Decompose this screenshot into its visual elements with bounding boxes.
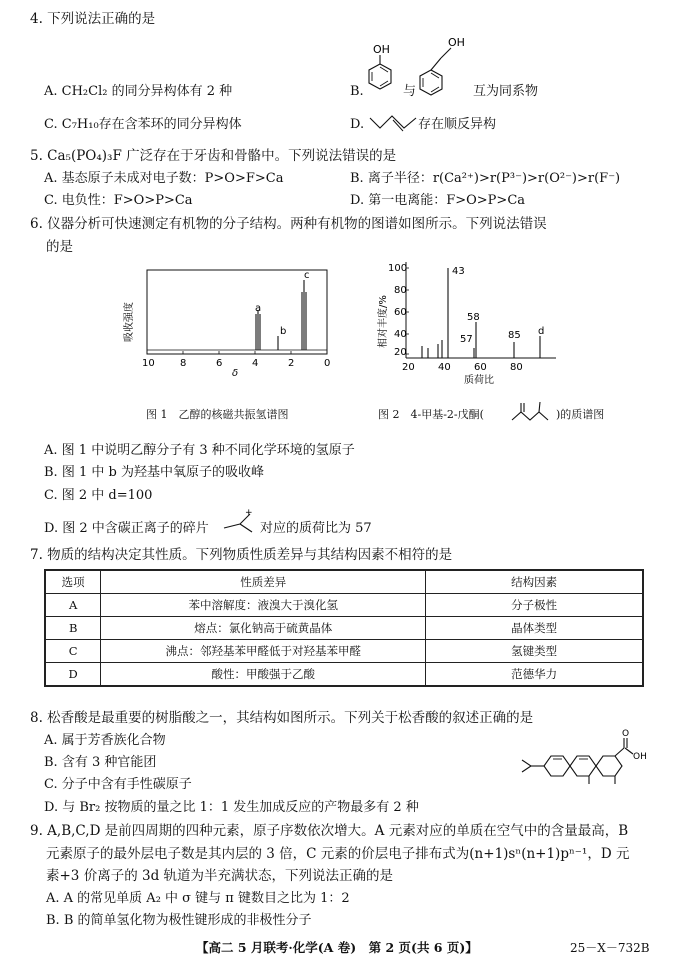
carbocation-fragment-structure	[222, 508, 256, 536]
figure2-mass-spectrum	[372, 256, 562, 386]
q8-stem: 8. 松香酸是最重要的树脂酸之一，其结构如图所示。下列关于松香酸的叙述正确的是	[30, 710, 534, 726]
q7-table	[44, 569, 644, 687]
figure2-x-tick-60: 60	[474, 362, 487, 373]
q4-option-b-and: 与	[403, 84, 417, 99]
q6-stem-line2: 的是	[46, 239, 73, 255]
figure2-y-tick-80: 80	[394, 285, 407, 296]
figure1-x-tick-8: 8	[180, 358, 187, 369]
methylpentanone-skeletal-structure	[510, 398, 558, 424]
q7-table-header-row	[45, 570, 643, 594]
figure2-caption-prefix: 图 2 4-甲基-2-戊酮(	[378, 408, 484, 421]
q7-cell-property: 熔点：氯化钠高于硫黄晶体	[101, 617, 426, 640]
q6-option-a: A. 图 1 中说明乙醇分子有 3 种不同化学环境的氢原子	[44, 443, 355, 458]
q6-option-d-suffix: 对应的质荷比为 57	[260, 521, 372, 536]
q9-line1: 9. A,B,C,D 是前四周期的四种元素，原子序数依次增大。A 元素对应的单质在空气中的含量最高，B	[30, 823, 629, 839]
ms-label-d: d	[538, 326, 545, 337]
page-footer: 【高二 5 月联考·化学(A 卷) 第 2 页(共 6 页)】	[196, 940, 478, 955]
ms-label-43: 43	[452, 266, 465, 277]
q7-stem: 7. 物质的结构决定其性质。下列物质性质差异与其结构因素不相符的是	[30, 547, 453, 563]
q4-option-d-prefix: D.	[350, 117, 365, 132]
phenol-oh-label: OH	[373, 43, 390, 56]
nmr-peak-label-c: c	[304, 270, 310, 281]
abietic-acid-structure	[518, 728, 650, 790]
q7-cell-option: D	[45, 663, 101, 687]
q5-option-c: C. 电负性：F>O>P>Ca	[44, 193, 193, 208]
table-row	[45, 663, 643, 687]
q9-line2: 元素原子的最外层电子数是其内层的 3 倍，C 元素的价层电子排布式为(n+1)sⁿ(n+1)pⁿ⁻¹，D 元	[46, 846, 630, 862]
q4-stem: 4. 下列说法正确的是	[30, 11, 156, 27]
q7-cell-structure: 晶体类型	[426, 617, 643, 640]
q8-option-c: C. 分子中含有手性碳原子	[44, 777, 192, 792]
alkene-skeletal-structure	[368, 110, 420, 136]
q7-cell-property: 酸性：甲酸强于乙酸	[101, 663, 426, 687]
table-row	[45, 594, 643, 617]
figure1-x-tick-10: 10	[142, 358, 155, 369]
figure1-peaks	[256, 280, 306, 350]
ms-label-85: 85	[508, 330, 521, 341]
q4-option-b-suffix: 互为同系物	[473, 84, 539, 99]
q9-line3: 素+3 价离子的 3d 轨道为半充满状态，下列说法正确的是	[46, 868, 394, 884]
q7-cell-property: 苯中溶解度：液溴大于溴化氢	[101, 594, 426, 617]
abietic-acid-o-label: O	[622, 729, 630, 739]
figure1-x-tick-6: 6	[216, 358, 223, 369]
figure2-y-tick-100: 100	[388, 263, 408, 274]
figure1-x-tick-0: 0	[324, 358, 331, 369]
q4-option-a: A. CH₂Cl₂ 的同分异构体有 2 种	[44, 84, 233, 99]
q5-option-a: A. 基态原子未成对电子数：P>O>F>Ca	[44, 171, 284, 186]
figure2-peaks	[422, 268, 540, 358]
abietic-acid-oh-label: OH	[633, 752, 647, 762]
q8-option-d: D. 与 Br₂ 按物质的量之比 1：1 发生加成反应的产物最多有 2 种	[44, 800, 419, 815]
q8-option-b: B. 含有 3 种官能团	[44, 755, 157, 770]
q6-stem-line1: 6. 仪器分析可快速测定有机物的分子结构。两种有机物的图谱如图所示。下列说法错误	[30, 216, 547, 232]
figure1-xlabel: δ	[232, 368, 239, 379]
q8-option-a: A. 属于芳香族化合物	[44, 733, 166, 748]
q5-option-d: D. 第一电离能：F>O>P>Ca	[350, 193, 526, 208]
q6-option-d-prefix: D. 图 2 中含碳正离子的碎片	[44, 521, 209, 536]
figure1-ylabel: 吸收强度	[124, 302, 135, 342]
figure2-ylabel: 相对丰度/%	[378, 295, 389, 348]
q7-header-option: 选项	[45, 570, 101, 594]
benzyl-alcohol-oh-label: OH	[448, 36, 465, 49]
q7-cell-structure: 分子极性	[426, 594, 643, 617]
figure2-x-tick-20: 20	[402, 362, 415, 373]
ms-label-57: 57	[460, 334, 473, 345]
q7-cell-option: A	[45, 594, 101, 617]
figure1-x-tick-2: 2	[288, 358, 295, 369]
figure2-y-tick-40: 40	[394, 329, 407, 340]
figure1-x-tick-4: 4	[252, 358, 259, 369]
figure2-caption-suffix: )的质谱图	[556, 408, 605, 421]
q7-cell-property: 沸点：邻羟基苯甲醛低于对羟基苯甲醛	[101, 640, 426, 663]
q4-option-d-suffix: 存在顺反异构	[418, 117, 497, 132]
figure2-xlabel: 质荷比	[464, 375, 494, 386]
q7-cell-option: C	[45, 640, 101, 663]
q5-stem: 5. Ca₅(PO₄)₃F 广泛存在于牙齿和骨骼中。下列说法错误的是	[30, 148, 397, 164]
q7-cell-structure: 范德华力	[426, 663, 643, 687]
figure2-x-tick-80: 80	[510, 362, 523, 373]
q9-option-b: B. B 的简单氢化物为极性键形成的非极性分子	[46, 913, 312, 928]
table-row	[45, 617, 643, 640]
carbocation-plus-sign: +	[245, 508, 253, 518]
table-row	[45, 640, 643, 663]
figure1-caption: 图 1 乙醇的核磁共振氢谱图	[146, 408, 289, 421]
q4-option-b-prefix: B.	[350, 84, 364, 99]
q9-option-a: A. A 的常见单质 A₂ 中 σ 键与 π 键数目之比为 1：2	[46, 891, 350, 906]
q7-header-property: 性质差异	[101, 570, 426, 594]
q5-option-b: B. 离子半径：r(Ca²⁺)>r(P³⁻)>r(O²⁻)>r(F⁻)	[350, 171, 621, 186]
nmr-peak-label-b: b	[280, 326, 287, 337]
q6-option-c: C. 图 2 中 d=100	[44, 488, 153, 503]
footer-code: 25－X－732B	[570, 941, 650, 955]
nmr-peak-label-a: a	[255, 303, 262, 314]
ms-label-58: 58	[467, 312, 480, 323]
figure2-x-tick-40: 40	[438, 362, 451, 373]
q7-cell-option: B	[45, 617, 101, 640]
phenol-and-benzyl-alcohol-structures	[362, 36, 482, 108]
q6-option-b: B. 图 1 中 b 为羟基中氧原子的吸收峰	[44, 465, 264, 480]
figure1-nmr-spectrum	[120, 262, 335, 382]
figure2-y-tick-20: 20	[394, 347, 407, 358]
q7-cell-structure: 氢键类型	[426, 640, 643, 663]
q4-option-c: C. C₇H₁₀存在含苯环的同分异构体	[44, 117, 242, 132]
q7-header-structure: 结构因素	[426, 570, 643, 594]
figure2-y-tick-60: 60	[394, 307, 407, 318]
